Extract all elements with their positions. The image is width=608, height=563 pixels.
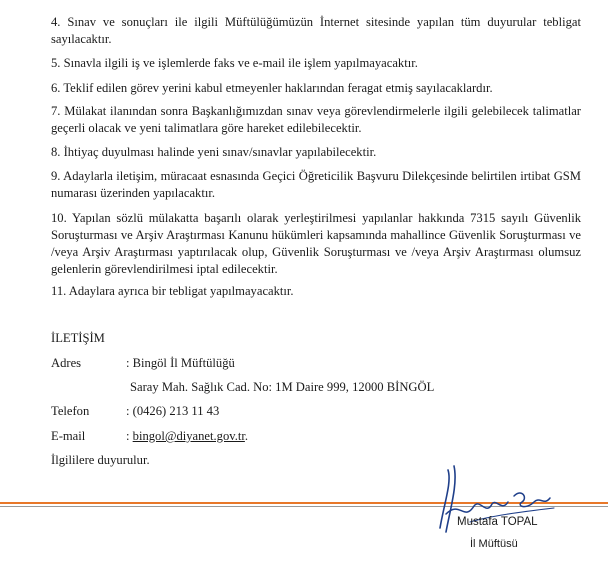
email-label: E-mail xyxy=(51,429,86,443)
item-9: 9. Adaylarla iletişim, müracaat esnasında Geçici Öğreticilik Başvuru Dilekçesinde belirtilen irtibat GSM numarası üzerinden yapılacaktır. xyxy=(51,169,581,200)
item-10: 10. Yapılan sözlü mülakatta başarılı olarak yerleştirilmesi yapılanlar hakkında 7315 sayılı Güvenlik Soruşturması ve Arşiv Araştırması Kanunu hükümleri kapsamında mahallince Güvenlik Soruşturması ve /veya Arşiv Araştırması yaptırılacak olup, Güvenlik Soruşturması ve /veya Arşiv Araştırması olumsuz gelenlerin görevlendirilmesi iptal edilecektir. xyxy=(51,211,581,276)
item-11: 11. Adaylara ayrıca bir tebligat yapılmayacaktır. xyxy=(51,284,294,298)
signatory-name: Mustafa TOPAL xyxy=(457,516,538,528)
item-8: 8. İhtiyaç duyulması halinde yeni sınav/sınavlar yapılabilecektir. xyxy=(51,145,377,159)
address-line-1: : Bingöl İl Müftülüğü xyxy=(126,356,235,370)
email-link[interactable]: bingol@diyanet.gov.tr xyxy=(132,429,245,443)
email-suffix: . xyxy=(244,429,249,443)
item-5: 5. Sınavla ilgili iş ve işlemlerde faks ve e-mail ile işlem yapılmayacaktır. xyxy=(51,56,418,70)
phone-value: : (0426) 213 11 43 xyxy=(126,404,220,418)
phone-label: Telefon xyxy=(51,404,90,418)
closing-text: İlgililere duyurulur. xyxy=(51,453,150,467)
email-field xyxy=(126,428,248,444)
address-line-2: Saray Mah. Sağlık Cad. No: 1M Daire 999, 12000 BİNGÖL xyxy=(130,380,435,394)
email-prefix: : xyxy=(126,429,133,443)
item-4: 4. Sınav ve sonuçları ile ilgili Müftülüğümüzün İnternet sitesinde yapılan tüm duyurular tebligat sayılacaktır. xyxy=(51,15,581,46)
item-7: 7. Mülakat ilanından sonra Başkanlığımızdan sınav veya görevlendirmelerle ilgili gelebilecek talimatlar geçerli olacak ve yeni talimatlara göre hareket edilebilecektir. xyxy=(51,104,581,135)
address-label: Adres xyxy=(51,356,82,370)
item-6: 6. Teklif edilen görev yerini kabul etmeyenler haklarından feragat etmiş sayılacaklardır. xyxy=(51,81,493,95)
contact-heading: İLETİŞİM xyxy=(51,331,105,345)
signatory-title: İl Müftüsü xyxy=(470,538,518,550)
